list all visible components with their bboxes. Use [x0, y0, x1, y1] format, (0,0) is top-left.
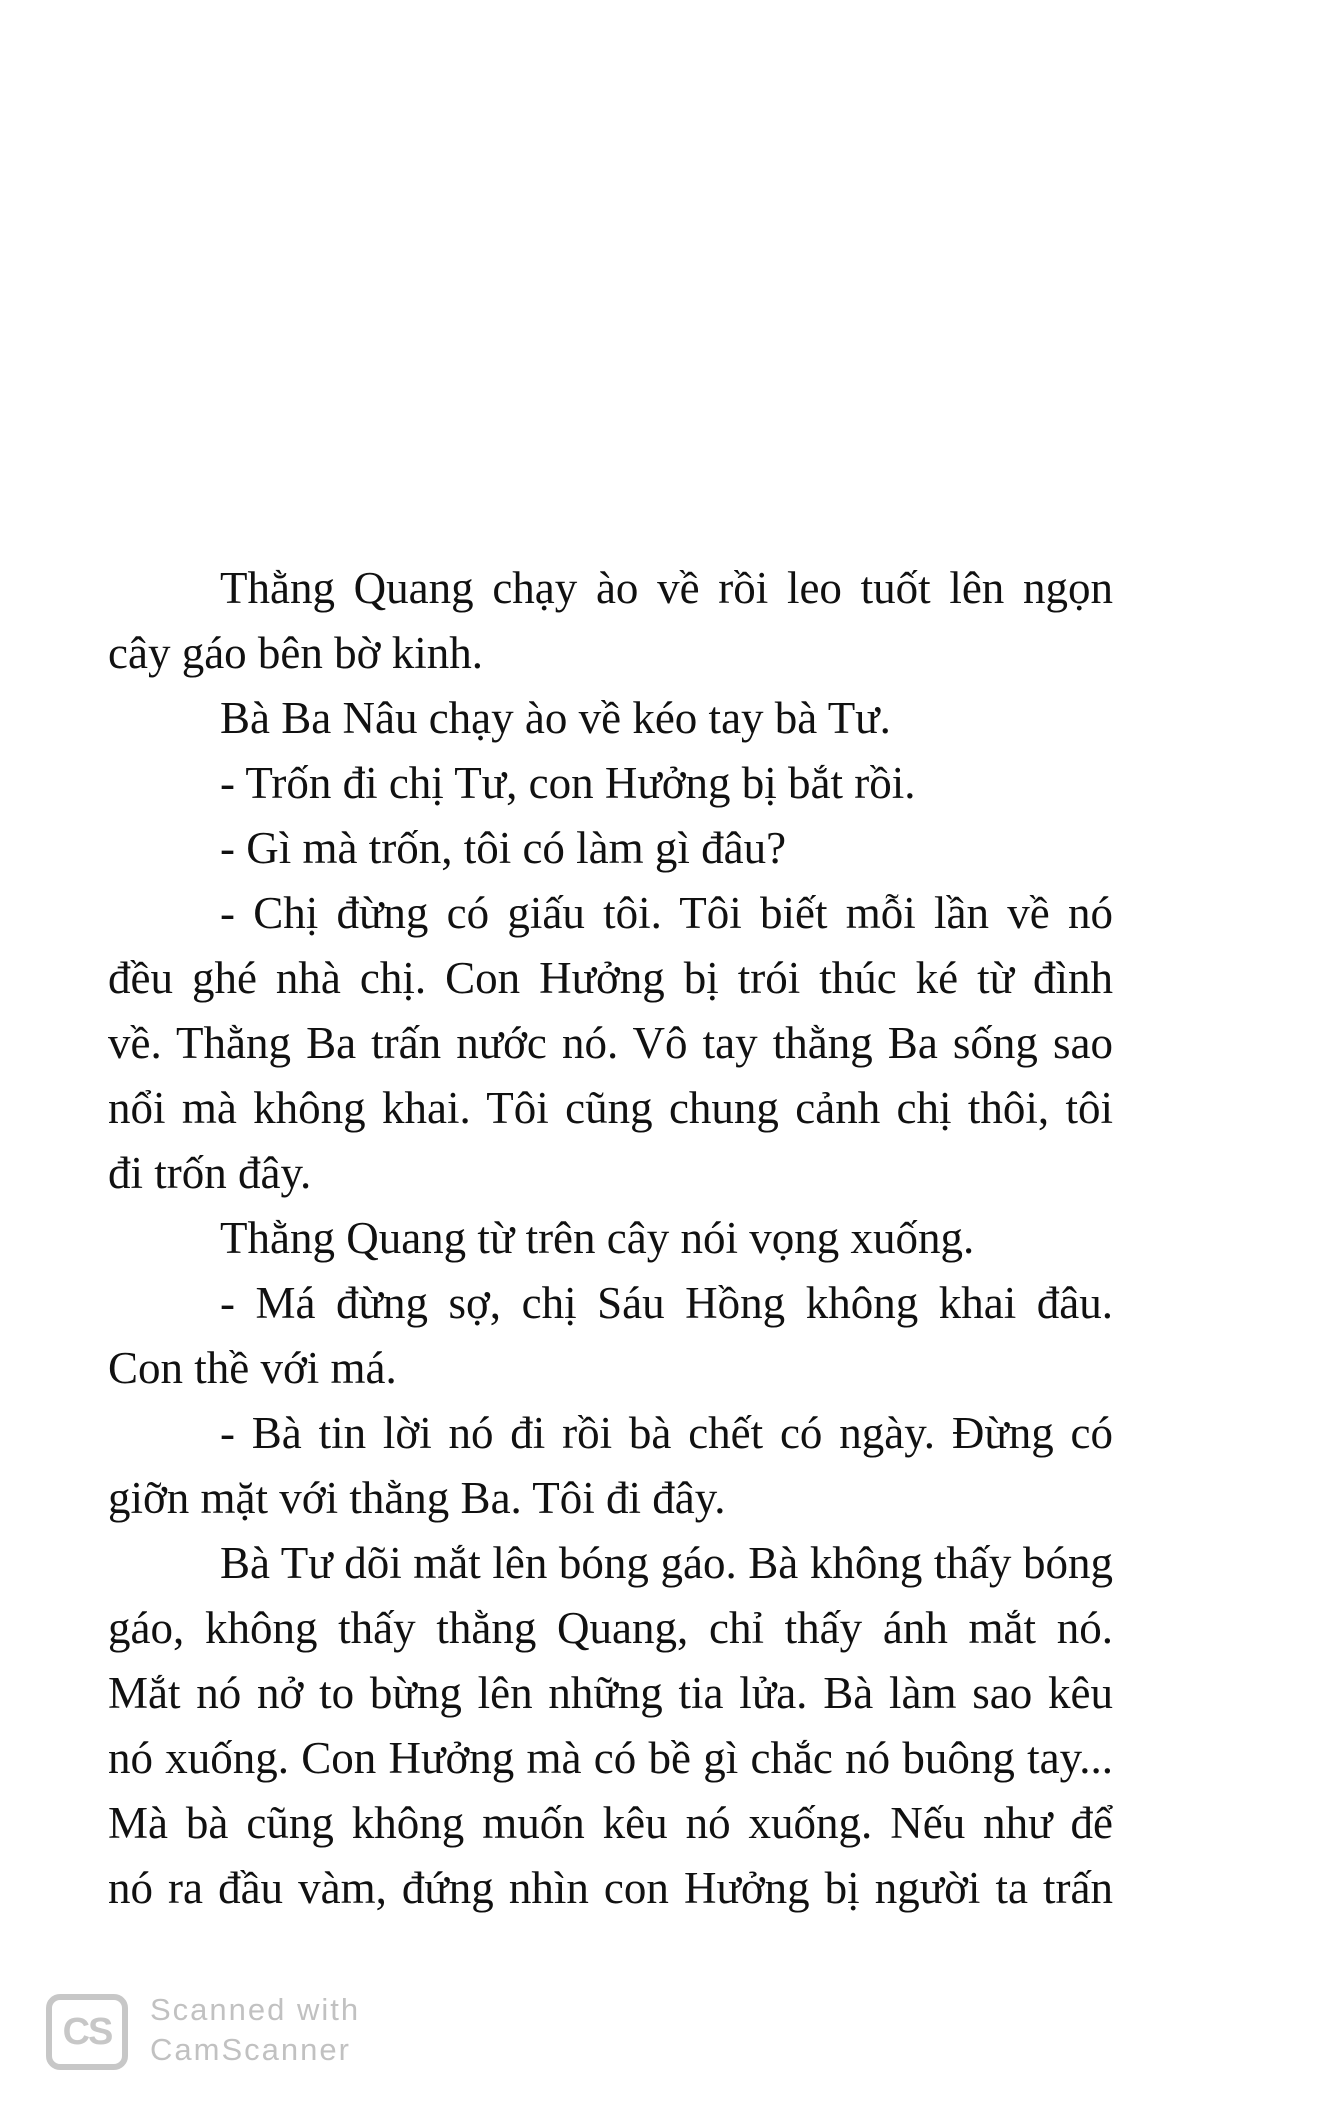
text-line: Thằng Quang từ trên cây nói vọng xuống. — [220, 1213, 975, 1263]
text-line: - Chị đừng có giấu tôi. Tôi biết mỗi lần về nó — [220, 888, 1113, 938]
text-line: - Trốn đi chị Tư, con Hưởng bị bắt rồi. — [220, 758, 916, 808]
camscanner-watermark — [46, 1990, 386, 2072]
text-line: nổi mà không khai. Tôi cũng chung cảnh chị thôi, tôi — [108, 1083, 1113, 1133]
text-line: về. Thằng Ba trấn nước nó. Vô tay thằng Ba sống sao — [108, 1018, 1113, 1068]
text-line: - Bà tin lời nó đi rồi bà chết có ngày. Đừng có — [220, 1408, 1113, 1458]
text-line: nó ra đầu vàm, đứng nhìn con Hưởng bị người ta trấn — [108, 1863, 1113, 1913]
watermark-line-2: CamScanner — [150, 2032, 351, 2067]
text-line: đều ghé nhà chị. Con Hưởng bị trói thúc ké từ đình — [108, 953, 1113, 1003]
camscanner-logo-icon: CS — [46, 1994, 128, 2070]
text-line: Mắt nó nở to bừng lên những tia lửa. Bà làm sao kêu — [108, 1668, 1113, 1718]
text-line: giỡn mặt với thằng Ba. Tôi đi đây. — [108, 1473, 726, 1523]
text-line: Bà Ba Nâu chạy ào về kéo tay bà Tư. — [220, 693, 891, 743]
text-line: nó xuống. Con Hưởng mà có bề gì chắc nó buông tay... — [108, 1733, 1113, 1783]
text-line: - Má đừng sợ, chị Sáu Hồng không khai đâu. — [220, 1278, 1113, 1328]
watermark-caption — [150, 1990, 360, 2070]
text-line: đi trốn đây. — [108, 1148, 312, 1198]
text-line: Con thề với má. — [108, 1343, 397, 1393]
watermark-line-1: Scanned with — [150, 1992, 361, 2027]
text-line: Thằng Quang chạy ào về rồi leo tuốt lên ngọn — [220, 563, 1113, 613]
text-line: Bà Tư dõi mắt lên bóng gáo. Bà không thấy bóng — [220, 1538, 1113, 1588]
text-line: - Gì mà trốn, tôi có làm gì đâu? — [220, 823, 787, 873]
text-line: Mà bà cũng không muốn kêu nó xuống. Nếu như để — [108, 1798, 1113, 1848]
body-text — [108, 556, 1113, 1921]
text-line: gáo, không thấy thằng Quang, chỉ thấy ánh mắt nó. — [108, 1603, 1113, 1653]
text-line: cây gáo bên bờ kinh. — [108, 628, 483, 678]
